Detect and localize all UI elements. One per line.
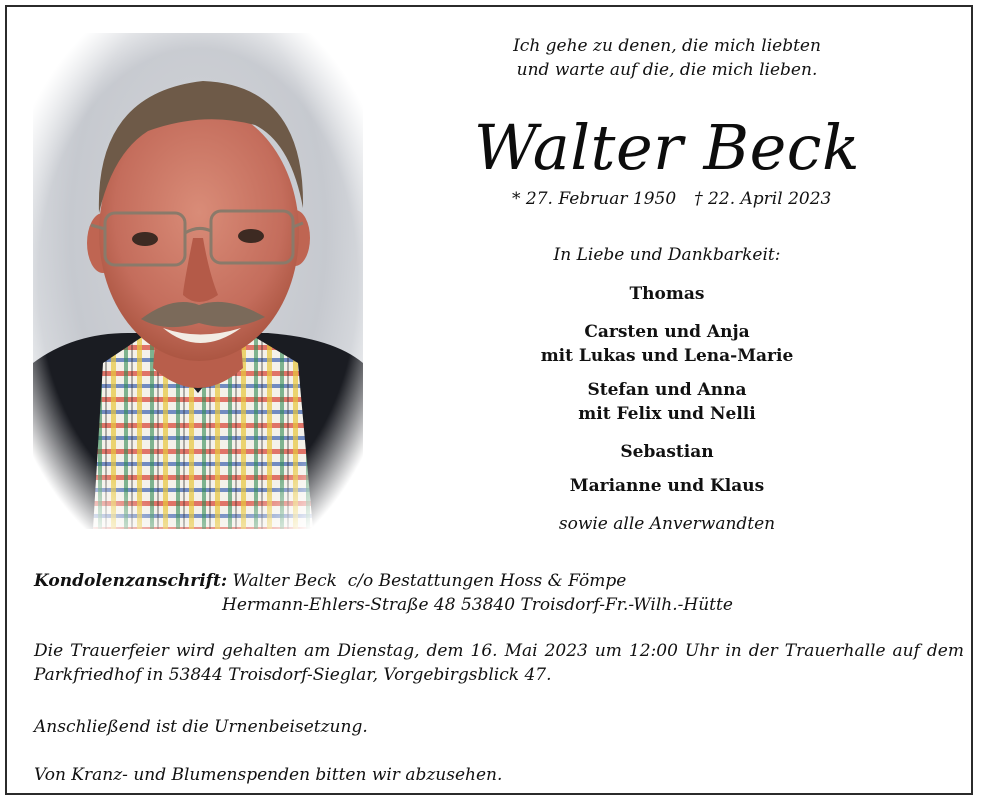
portrait-photo: [33, 33, 363, 529]
condolence-label: Kondolenzanschrift:: [34, 571, 228, 591]
family-group: [455, 440, 879, 464]
condolence-address: [34, 569, 964, 617]
portrait-illustration: [33, 33, 363, 529]
birth-date: * 27. Februar 1950: [512, 189, 677, 209]
family-signatures: [455, 243, 879, 536]
deceased-name: Walter Beck: [473, 111, 861, 184]
quote-line-1: Ich gehe zu denen, die mich liebten: [513, 36, 821, 56]
urn-burial-info: Anschließend ist die Urnenbeisetzung.: [34, 717, 368, 737]
family-intro: In Liebe und Dankbarkeit:: [553, 245, 781, 265]
memorial-quote: [455, 34, 879, 82]
family-member: Thomas: [629, 284, 705, 304]
family-group: [455, 320, 879, 368]
family-group: [455, 282, 879, 306]
family-group: [455, 378, 879, 426]
flowers-request: Von Kranz- und Blumenspenden bitten wir abzusehen.: [34, 765, 503, 785]
condolence-line-1: Walter Beck c/o Bestattungen Hoss & Fömpe: [232, 571, 627, 591]
ceremony-info: Die Trauerfeier wird gehalten am Dienstag, dem 16. Mai 2023 um 12:00 Uhr in der Trauerhalle auf dem Parkfriedhof in 53844 Troisdorf-Sieglar, Vorgebirgsblick 47.: [34, 641, 964, 685]
quote-line-2: und warte auf die, die mich lieben.: [516, 60, 818, 80]
family-member: Carsten und Anja: [584, 322, 750, 342]
family-member: Sebastian: [620, 442, 714, 462]
obituary-notice: [5, 5, 973, 795]
family-group: [455, 474, 879, 498]
family-outro: sowie alle Anverwandten: [558, 514, 776, 534]
family-member: mit Felix und Nelli: [578, 404, 756, 424]
death-date: † 22. April 2023: [694, 189, 832, 209]
condolence-line-2: Hermann-Ehlers-Straße 48 53840 Troisdorf-Fr.-Wilh.-Hütte: [222, 595, 733, 615]
family-member: Stefan und Anna: [587, 380, 747, 400]
family-member: mit Lukas und Lena-Marie: [540, 346, 794, 366]
life-dates: [512, 187, 831, 211]
family-member: Marianne und Klaus: [569, 476, 765, 496]
